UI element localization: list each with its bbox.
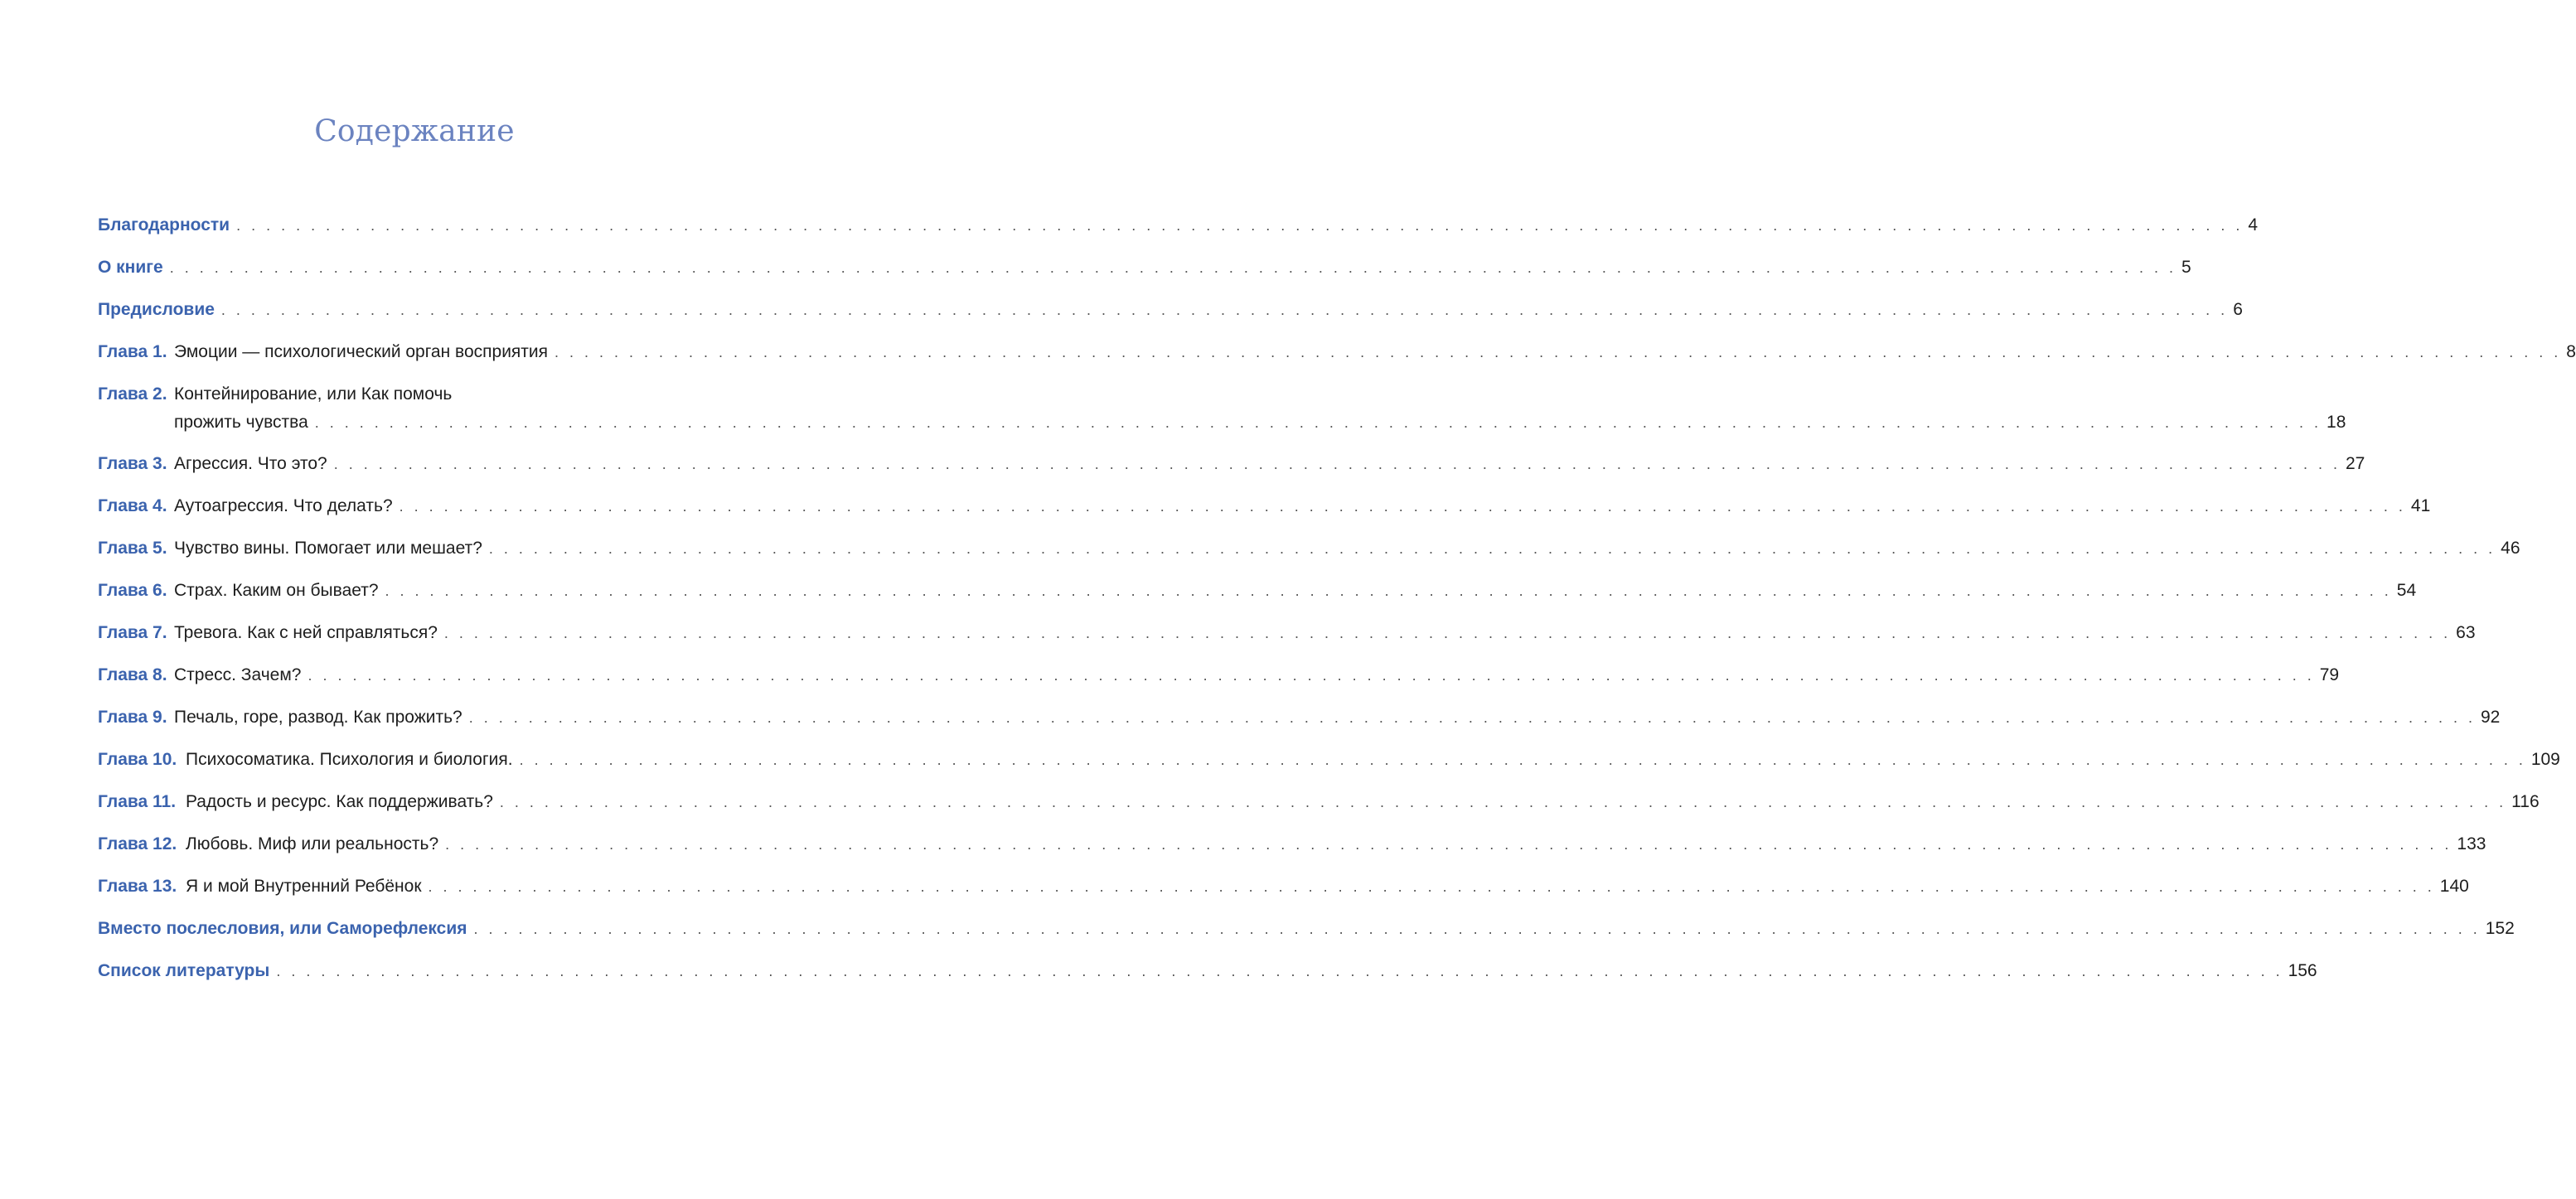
- chapter-label: Глава 9.: [98, 708, 167, 727]
- dot-leader: [236, 217, 2243, 234]
- toc-entry-chapter-2[interactable]: [98, 384, 2346, 454]
- chapter-label: Глава 2.: [98, 384, 167, 404]
- chapter-label: Глава 6.: [98, 581, 167, 600]
- page-title: Содержание: [314, 114, 515, 148]
- chapter-title: Чувство вины. Помогает или мешает?: [174, 539, 482, 558]
- dot-leader: [399, 498, 2406, 515]
- dot-leader: [489, 540, 2496, 558]
- chapter-label: Глава 5.: [98, 539, 167, 558]
- toc-entry-label: Список литературы: [98, 961, 270, 980]
- toc-entry-afterword[interactable]: [98, 919, 2515, 961]
- dot-leader: [315, 414, 2322, 432]
- chapter-label: Глава 13.: [98, 877, 177, 896]
- dot-leader: [444, 625, 2451, 642]
- chapter-title: Эмоции — психологический орган восприятия: [174, 342, 549, 361]
- toc-entry-chapter-11[interactable]: [98, 792, 2540, 834]
- dot-leader: [307, 667, 2314, 684]
- dot-leader: [385, 583, 2392, 600]
- dot-leader: [170, 259, 2177, 277]
- toc-page-number: 109: [2530, 750, 2560, 769]
- dot-leader: [474, 921, 2481, 938]
- toc-entry-chapter-6[interactable]: [98, 581, 2417, 623]
- toc-page-number: 46: [2501, 539, 2520, 558]
- toc-page-number: 152: [2485, 919, 2515, 938]
- toc-entry-chapter-5[interactable]: [98, 539, 2520, 581]
- toc-page-number: 27: [2345, 454, 2365, 473]
- dot-leader: [445, 836, 2452, 853]
- chapter-label: Глава 12.: [98, 834, 177, 853]
- chapter-title-block: [174, 384, 2346, 433]
- dot-leader: [520, 752, 2526, 769]
- chapter-label: Глава 1.: [98, 342, 167, 361]
- chapter-title: Я и мой Внутренний Ребёнок: [186, 877, 422, 896]
- chapter-title: Страх. Каким он бывает?: [174, 581, 379, 600]
- toc-page-number: 5: [2181, 258, 2191, 277]
- chapter-title: Аутоагрессия. Что делать?: [174, 496, 393, 515]
- toc-page-number: 6: [2233, 300, 2243, 319]
- toc-entry-chapter-1[interactable]: [98, 342, 2576, 384]
- chapter-title: Стресс. Зачем?: [174, 665, 302, 684]
- toc-page-number: 41: [2410, 496, 2431, 515]
- toc-entry-label: Предисловие: [98, 300, 215, 319]
- chapter-label: Глава 3.: [98, 454, 167, 473]
- toc-entry-bibliography[interactable]: [98, 961, 2317, 1003]
- dot-leader: [334, 456, 2341, 473]
- toc-entry-label: Благодарности: [98, 215, 230, 234]
- chapter-label: Глава 8.: [98, 665, 167, 684]
- toc-page-number: 79: [2319, 665, 2340, 684]
- toc-entry-chapter-10[interactable]: [98, 750, 2560, 792]
- chapter-title: Психосоматика. Психология и биология.: [186, 750, 513, 769]
- chapter-label: Глава 7.: [98, 623, 167, 642]
- toc-entry-preface[interactable]: [98, 300, 2243, 342]
- toc-entry-chapter-4[interactable]: [98, 496, 2431, 539]
- toc-entry-chapter-7[interactable]: [98, 623, 2476, 665]
- toc-page-number: 54: [2396, 581, 2417, 600]
- toc-entry-chapter-3[interactable]: [98, 454, 2365, 496]
- toc-entry-label: Вместо послесловия, или Саморефлексия: [98, 919, 467, 938]
- toc-page-number: 156: [2288, 961, 2317, 980]
- toc-entry-about-book[interactable]: [98, 258, 2191, 300]
- toc-page-number: 116: [2511, 792, 2540, 811]
- chapter-label: Глава 10.: [98, 750, 177, 769]
- toc-page-number: 8: [2566, 342, 2576, 361]
- chapter-title-line-2-row: [174, 413, 2346, 433]
- toc-entry-label: О книге: [98, 258, 163, 277]
- toc-page-number: 92: [2481, 708, 2501, 727]
- dot-leader: [500, 794, 2506, 811]
- toc-entry-acknowledgements[interactable]: [98, 215, 2259, 258]
- chapter-title: Радость и ресурс. Как поддерживать?: [186, 792, 493, 811]
- chapter-title: Печаль, горе, развод. Как прожить?: [174, 708, 462, 727]
- dot-leader: [429, 878, 2435, 896]
- toc-entry-chapter-9[interactable]: [98, 708, 2501, 750]
- chapter-title: Любовь. Миф или реальность?: [186, 834, 439, 853]
- toc-entry-chapter-8[interactable]: [98, 665, 2340, 708]
- toc-page-number: 18: [2327, 413, 2346, 432]
- table-of-contents: [98, 215, 2576, 1003]
- chapter-title: Тревога. Как с ней справляться?: [174, 623, 438, 642]
- toc-entry-chapter-12[interactable]: [98, 834, 2486, 877]
- chapter-title-line-2: прожить чувства: [174, 413, 308, 432]
- toc-page-number: 133: [2457, 834, 2486, 853]
- chapter-title-line-1: Контейнирование, или Как помочь: [174, 384, 453, 404]
- toc-page-number: 63: [2456, 623, 2476, 642]
- chapter-title: Агрессия. Что это?: [174, 454, 327, 473]
- toc-page-number: 4: [2248, 215, 2259, 234]
- dot-leader: [469, 709, 2476, 727]
- toc-entry-chapter-13[interactable]: [98, 877, 2469, 919]
- toc-page-number: 140: [2439, 877, 2469, 896]
- dot-leader: [276, 963, 2283, 980]
- dot-leader: [554, 344, 2561, 361]
- chapter-label: Глава 11.: [98, 792, 177, 811]
- dot-leader: [221, 302, 2228, 319]
- chapter-label: Глава 4.: [98, 496, 167, 515]
